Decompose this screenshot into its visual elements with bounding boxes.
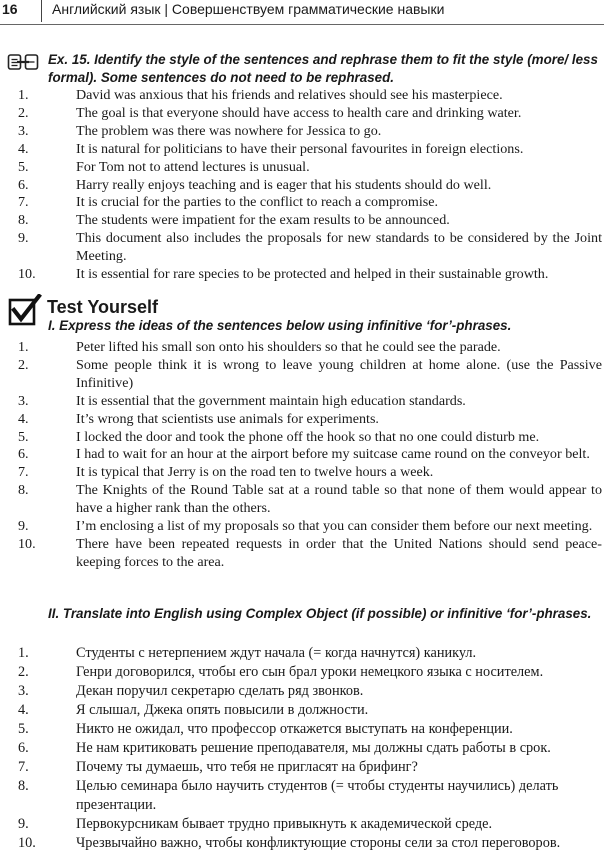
list-item: 2. The goal is that everyone should have access to health care and drinking water. — [18, 104, 522, 121]
list-item: 5. Никто не ожидал, что профессор откажется выступать на конференции. — [18, 721, 513, 737]
list-item: 3. Декан поручил секретарю сделать ряд звонков. — [18, 683, 364, 699]
list-item: 5. For Tom not to attend lectures is unusual. — [18, 158, 310, 175]
list-item: 10. Чрезвычайно важно, чтобы конфликтующие стороны сели за стол переговоров. — [18, 835, 561, 851]
list-item: 6. Harry really enjoys teaching and is eager that his students should do well. — [18, 176, 492, 193]
header-rule — [0, 24, 604, 25]
part-1-list — [18, 339, 602, 572]
list-item: 10. It is essential for rare species to be protected and helped in their sustainable growth. — [18, 266, 549, 283]
writing-exercise-icon — [7, 52, 39, 72]
list-item: 9. This document also includes the proposals for new standards to be considered by the Joint Meeting. — [18, 230, 602, 265]
list-item: 4. It is natural for politicians to have their personal favourites in foreign elections. — [18, 140, 524, 157]
header-divider — [41, 0, 42, 22]
list-item: 9. I’m enclosing a list of my proposals so that you can consider them before our next meeting. — [18, 518, 593, 535]
part-2-instruction: II. Translate into English using Complex Object (if possible) or infinitive ‘for’-phrases. — [48, 606, 592, 621]
list-item: 1. Студенты с нетерпением ждут начала (= когда начнутся) каникул. — [18, 645, 477, 661]
list-item: 6. Не нам критиковать решение преподавателя, мы должны сдать работы в срок. — [18, 740, 551, 756]
list-item: 4. Я слышал, Джека опять повысили в должности. — [18, 702, 369, 718]
list-item: 7. Почему ты думаешь, что тебя не пригласят на брифинг? — [18, 759, 418, 775]
list-item: 1. Peter lifted his small son onto his shoulders so that he could see the parade. — [18, 339, 501, 355]
part-1-instruction: I. Express the ideas of the sentences below using infinitive ‘for’-phrases. — [48, 318, 512, 333]
list-item: 3. The problem was there was nowhere for Jessica to go. — [18, 122, 382, 139]
list-item: 3. It is essential that the government maintain high education standards. — [18, 392, 466, 409]
list-item: 4. It’s wrong that scientists use animals for experiments. — [18, 410, 379, 427]
list-item: 5. I locked the door and took the phone off the hook so that no one could disturb me. — [18, 428, 540, 445]
running-header-title: Английский язык | Совершенствуем грамматические навыки — [52, 1, 445, 17]
list-item: 2. Some people think it is wrong to leave young children at home alone. (use the Passive Infinitive) — [18, 356, 602, 391]
list-item: 8. The Knights of the Round Table sat at a round table so that none of them would appear to have a higher rank than the others. — [18, 482, 602, 517]
page-number: 16 — [2, 1, 18, 17]
exercise-15-list — [18, 87, 602, 284]
section-title: Test Yourself — [47, 297, 159, 317]
list-item: 10. There have been repeated requests in order that the United Nations should send peace-keeping forces to the area. — [18, 535, 602, 570]
list-item: 2. Генри договорился, чтобы его сын брал уроки немецкого языка с носителем. — [18, 664, 544, 680]
list-item: 8. Целью семинара было научить студентов (= чтобы студенты научились) делать презентации. — [18, 778, 559, 813]
list-item: 7. It is typical that Jerry is on the road ten to twelve hours a week. — [18, 464, 434, 481]
exercise-15-instruction: Ex. 15. Identify the style of the sentences and rephrase them to fit the style (more/ less formal). Some sentences do not need to be rephrased. — [48, 52, 598, 85]
list-item: 8. The students were impatient for the exam results to be announced. — [18, 212, 450, 229]
page-header — [0, 0, 604, 24]
part-2-list — [18, 644, 602, 853]
list-item: 9. Первокурсникам бывает трудно привыкнуть к академической среде. — [18, 816, 493, 832]
checkbox-tick-icon — [8, 294, 42, 326]
list-item: 6. I had to wait for an hour at the airport before my suitcase came round on the conveyor belt. — [18, 446, 590, 463]
list-item: 7. It is crucial for the parties to the conflict to reach a compromise. — [18, 194, 438, 211]
list-item: 1. David was anxious that his friends and relatives should see his masterpiece. — [18, 87, 503, 103]
